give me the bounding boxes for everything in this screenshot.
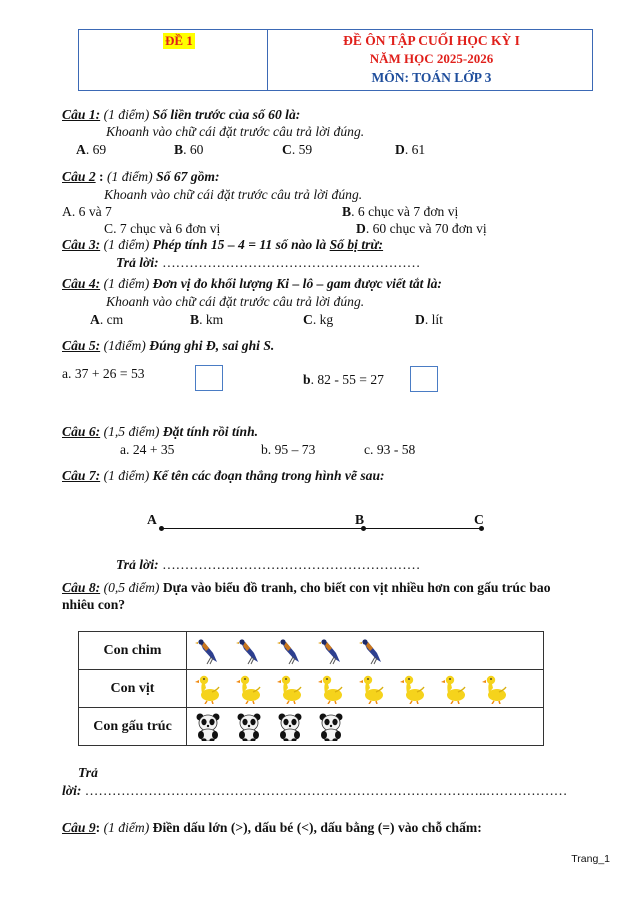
question-label: Câu 5: (62, 338, 101, 353)
question-instruction: Khoanh vào chữ cái đặt trước câu trả lời đúng. (106, 124, 365, 139)
question-text: Đặt tính rồi tính. (162, 424, 259, 439)
question-text: Dựa vào biểu đồ tranh, cho biết con vịt nhiều hơn con gấu trúc bao (162, 580, 551, 595)
question-label: Câu 4: (62, 276, 101, 291)
answer-option[interactable] (62, 204, 112, 220)
panda-icon (318, 713, 344, 741)
question-points: (1,5 điểm) (103, 424, 160, 439)
calc-c: c. 93 - 58 (364, 442, 416, 457)
duck-pictures (187, 674, 543, 704)
row-label: Con vịt (79, 670, 187, 708)
answer-box-b[interactable] (410, 366, 438, 392)
question-9 (62, 820, 482, 836)
header-divider (267, 30, 268, 90)
question-text: Điền dấu lớn (>), dấu bé (<), dấu bằng (=) vào chỗ chấm: (152, 820, 482, 835)
exam-title: ĐỀ ÔN TẬP CUỐI HỌC KỲ I (343, 33, 520, 48)
question-instruction: Khoanh vào chữ cái đặt trước câu trả lời đúng. (106, 294, 365, 309)
picture-graph (78, 631, 544, 746)
option-text: . 6 và 7 (71, 204, 112, 219)
option-letter: A (62, 204, 72, 219)
question-text: Kể tên các đoạn thẳng trong hình vẽ sau: (152, 468, 385, 483)
row-pictures (187, 708, 544, 746)
option-text: . km (199, 312, 224, 327)
page-number: Trang_1 (571, 853, 610, 865)
answer-label: Trả (78, 765, 98, 780)
question-3 (62, 237, 383, 253)
question-label: Câu 2 (62, 169, 96, 184)
question-5 (62, 338, 274, 354)
duck-icon (195, 674, 221, 704)
panda-pictures (187, 713, 543, 741)
question-text-cont: nhiêu con? (62, 597, 126, 612)
question-label: Câu 9 (62, 820, 96, 835)
bird-pictures (187, 637, 543, 665)
question-4 (62, 276, 442, 292)
answer-option[interactable] (190, 312, 223, 328)
calc-a: a. 24 + 35 (120, 442, 175, 457)
bird-icon (277, 637, 303, 665)
question-points: (1 điểm) (106, 169, 153, 184)
answer-option[interactable] (90, 312, 123, 328)
question-instruction: Khoanh vào chữ cái đặt trước câu trả lời đúng. (104, 187, 363, 202)
option-letter: A (90, 312, 100, 327)
equation-letter: b (303, 372, 311, 387)
option-text: . 61 (404, 142, 426, 157)
question-label: Câu 7: (62, 468, 101, 483)
question-points: (1điểm) (103, 338, 146, 353)
answer-option[interactable] (356, 221, 487, 237)
option-text: . 60 (183, 142, 204, 157)
question-text: Đơn vị đo khối lượng Ki – lô – gam được viết tắt là: (152, 276, 442, 291)
duck-icon (359, 674, 385, 704)
option-letter: C (282, 142, 292, 157)
answer-dots: ……………………………………………………………………………..……………… (84, 783, 568, 798)
answer-option[interactable] (395, 142, 425, 158)
answer-option[interactable] (104, 221, 220, 237)
answer-line[interactable] (116, 255, 420, 271)
duck-icon (277, 674, 303, 704)
answer-dots: ………………………………………………… (162, 255, 421, 270)
point-a-dot (159, 526, 164, 531)
answer-dots: ………………………………………………… (162, 557, 421, 572)
equation-text: . 82 - 55 = 27 (310, 372, 384, 387)
option-letter: D (356, 221, 366, 236)
option-text: . 6 chục và 7 đơn vị (351, 204, 459, 219)
duck-icon (318, 674, 344, 704)
option-letter: B (190, 312, 200, 327)
option-text: . 59 (291, 142, 313, 157)
picture-graph-row (79, 708, 544, 746)
answer-line[interactable] (62, 783, 567, 799)
row-pictures (187, 632, 544, 670)
answer-option[interactable] (282, 142, 312, 158)
point-a-label: A (147, 512, 157, 527)
bird-icon (236, 637, 262, 665)
answer-label: Trả lời: (116, 255, 159, 270)
question-label: Câu 1: (62, 107, 101, 122)
point-c-label: C (474, 512, 484, 527)
question-label: Câu 8: (62, 580, 101, 595)
option-letter: C (303, 312, 313, 327)
option-letter: D (395, 142, 405, 157)
question-text: Đúng ghi Đ, sai ghi S. (149, 338, 275, 353)
answer-box-a[interactable] (195, 365, 223, 391)
duck-icon (236, 674, 262, 704)
exam-code: ĐỀ 1 (165, 33, 193, 48)
equation-b (303, 372, 384, 388)
answer-label: Trả lời: (116, 557, 159, 572)
question-points: (0,5 điểm) (103, 580, 160, 595)
answer-option[interactable] (76, 142, 106, 158)
question-6 (62, 424, 258, 440)
exam-subject: MÔN: TOÁN LỚP 3 (371, 70, 492, 85)
answer-label: lời: (62, 783, 82, 798)
school-year: NĂM HỌC 2025-2026 (369, 51, 494, 66)
exam-header-box (78, 29, 593, 91)
question-8 (62, 580, 551, 596)
question-colon: : (95, 820, 101, 835)
row-pictures (187, 670, 544, 708)
question-points: (1 điểm) (103, 468, 150, 483)
question-label: Câu 6: (62, 424, 101, 439)
picture-graph-row (79, 670, 544, 708)
option-letter: B (342, 204, 352, 219)
question-points: (1 điểm) (103, 820, 150, 835)
duck-icon (482, 674, 508, 704)
question-points: (1 điểm) (103, 276, 150, 291)
option-text: . 69 (85, 142, 107, 157)
duck-icon (400, 674, 426, 704)
answer-option[interactable] (174, 142, 203, 158)
question-7 (62, 468, 385, 484)
duck-icon (441, 674, 467, 704)
panda-icon (236, 713, 262, 741)
option-letter: B (174, 142, 184, 157)
panda-icon (195, 713, 221, 741)
question-colon: : (95, 169, 104, 184)
question-points: (1 điểm) (103, 107, 150, 122)
answer-option[interactable] (415, 312, 443, 328)
panda-icon (277, 713, 303, 741)
answer-line[interactable] (116, 557, 420, 573)
question-text: Số liền trước của số 60 là: (152, 107, 301, 122)
option-letter: D (415, 312, 425, 327)
picture-graph-row (79, 632, 544, 670)
option-text: . lít (424, 312, 443, 327)
question-points: (1 điểm) (103, 237, 150, 252)
answer-option[interactable] (303, 312, 333, 328)
option-text: . 7 chục và 6 đơn vị (113, 221, 221, 236)
line-segment-ac (162, 528, 482, 529)
option-text: . 60 chục và 70 đơn vị (365, 221, 487, 236)
option-text: . kg (312, 312, 334, 327)
option-text: . cm (99, 312, 124, 327)
bird-icon (195, 637, 221, 665)
question-2 (62, 169, 220, 185)
question-1 (62, 107, 300, 123)
equation-a: a. 37 + 26 = 53 (62, 366, 145, 381)
calc-b: b. 95 – 73 (261, 442, 316, 457)
bird-icon (318, 637, 344, 665)
bird-icon (359, 637, 385, 665)
point-b-label: B (355, 512, 365, 527)
option-letter: A (76, 142, 86, 157)
row-label: Con chim (79, 632, 187, 670)
question-keyword: Số bị trừ: (329, 237, 384, 252)
row-label: Con gấu trúc (79, 708, 187, 746)
question-text: Số 67 gồm: (156, 169, 220, 184)
question-label: Câu 3: (62, 237, 101, 252)
answer-option[interactable] (342, 204, 458, 220)
option-letter: C (104, 221, 114, 236)
question-text: Phép tính 15 – 4 = 11 số nào là (152, 237, 327, 252)
